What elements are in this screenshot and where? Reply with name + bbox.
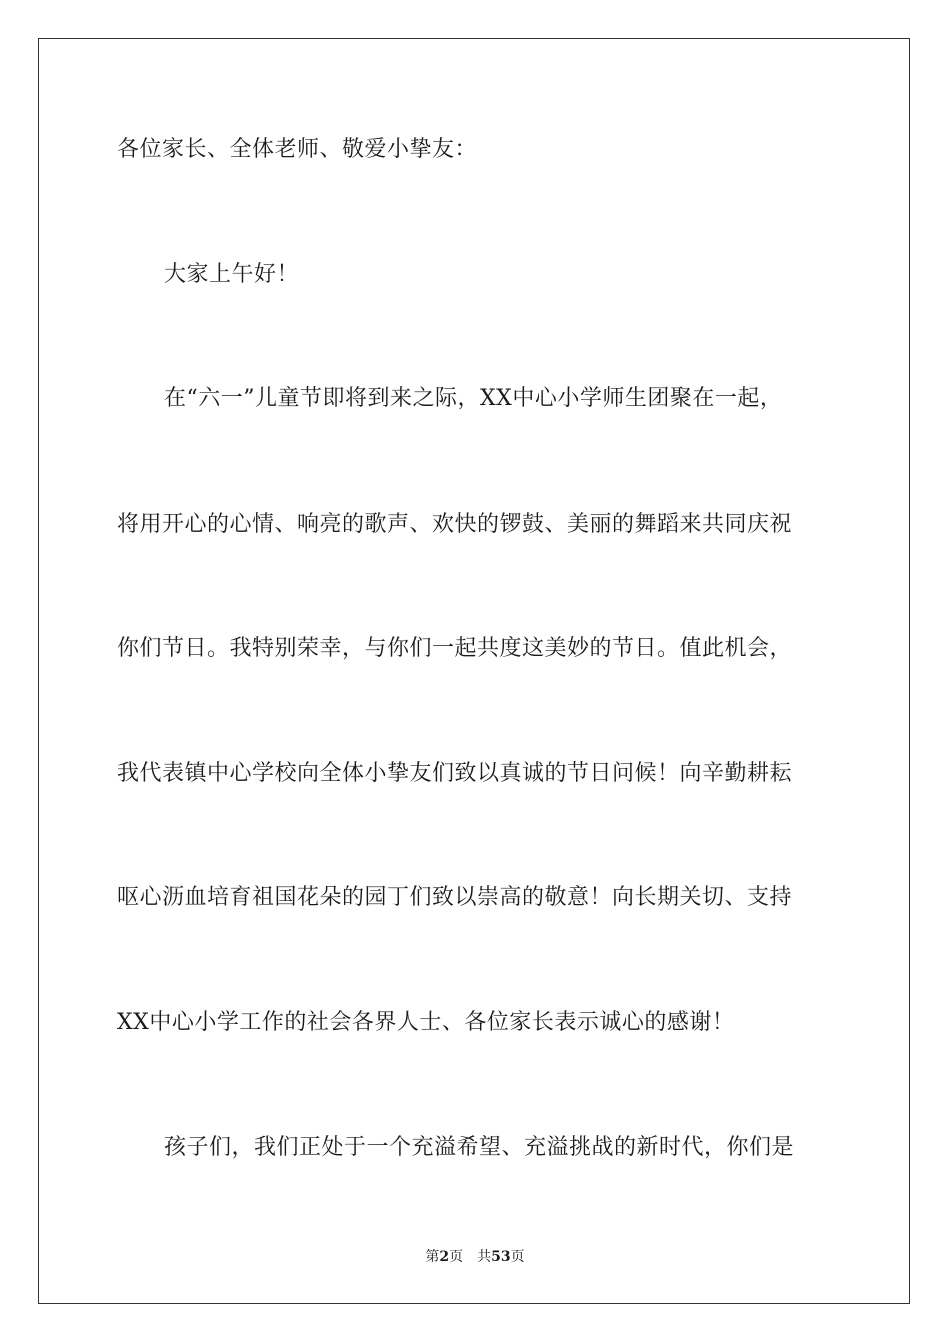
page-prefix: 第 xyxy=(425,1249,440,1265)
salutation-line: 各位家长、全体老师、敬爱小挚友： xyxy=(117,137,478,162)
page-footer xyxy=(0,1247,950,1267)
total-prefix: 共 xyxy=(477,1249,492,1265)
body-line-4: 我代表镇中心学校向全体小挚友们致以真诚的节日问候！向辛勤耕耘 xyxy=(117,761,793,786)
body-line-2: 将用开心的心情、响亮的歌声、欢快的锣鼓、美丽的舞蹈来共同庆祝 xyxy=(117,512,793,537)
body-line-6: XX中心小学工作的社会各界人士、各位家长表示诚心的感谢！ xyxy=(117,1010,735,1035)
body-line-7: 孩子们，我们正处于一个充溢希望、充溢挑战的新时代，你们是 xyxy=(164,1135,795,1160)
total-pages: 53 xyxy=(491,1249,511,1265)
page-suffix: 页 xyxy=(449,1249,464,1265)
body-line-3: 你们节日。我特别荣幸，与你们一起共度这美妙的节日。值此机会， xyxy=(117,636,793,661)
body-line-1: 在“六一”儿童节即将到来之际，XX中心小学师生团聚在一起， xyxy=(164,386,783,411)
body-line-5: 呕心沥血培育祖国花朵的园丁们致以崇高的敬意！向长期关切、支持 xyxy=(117,885,793,910)
page-number: 2 xyxy=(439,1249,450,1265)
total-suffix: 页 xyxy=(510,1249,525,1265)
page-border xyxy=(38,38,910,1304)
greeting-line: 大家上午好！ xyxy=(164,262,300,287)
